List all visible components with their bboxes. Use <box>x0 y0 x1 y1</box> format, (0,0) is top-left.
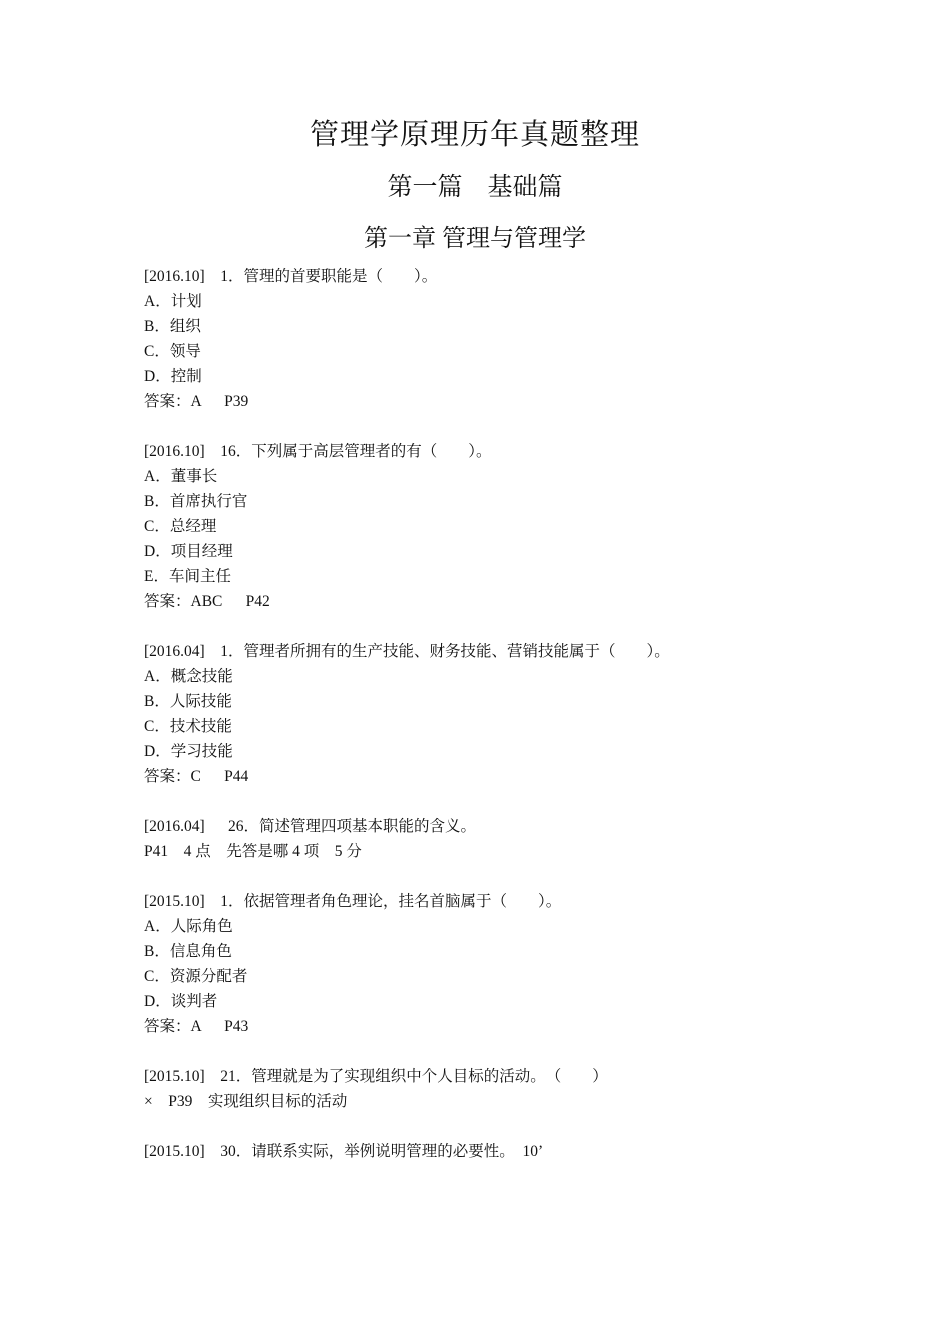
question-list <box>144 264 864 1164</box>
block-spacer <box>144 614 864 639</box>
question-line: B．信息角色 <box>144 943 232 960</box>
question-line: B．首席执行官 <box>144 493 248 510</box>
question-line: D．项目经理 <box>144 543 233 560</box>
question-line: D．学习技能 <box>144 743 233 760</box>
part-heading: 第一篇 基础篇 <box>387 174 563 201</box>
question-line: C．资源分配者 <box>144 968 248 985</box>
question-line: 答案：A P43 <box>144 1018 249 1035</box>
question-line: E．车间主任 <box>144 568 231 585</box>
question-stem: [2016.10] 1．管理的首要职能是（ ）。 <box>144 268 438 285</box>
question-line: A．概念技能 <box>144 668 233 685</box>
question-block <box>144 814 864 864</box>
question-line: 答案：A P39 <box>144 393 249 410</box>
question-stem: [2016.04] 26．简述管理四项基本职能的含义。 <box>144 818 476 835</box>
block-spacer <box>144 864 864 889</box>
block-spacer <box>144 414 864 439</box>
question-block <box>144 439 864 614</box>
question-block <box>144 264 864 414</box>
document-title: 管理学原理历年真题整理 <box>309 119 640 151</box>
question-block <box>144 1139 864 1164</box>
question-stem: [2016.04] 1．管理者所拥有的生产技能、财务技能、营销技能属于（ ）。 <box>144 643 670 660</box>
question-line: A．人际角色 <box>144 918 233 935</box>
question-line: B．人际技能 <box>144 693 232 710</box>
question-block <box>144 1064 864 1114</box>
question-stem: [2015.10] 30．请联系实际，举例说明管理的必要性。 10’ <box>144 1143 544 1160</box>
question-stem: [2015.10] 21．管理就是为了实现组织中个人目标的活动。 （ ） <box>144 1068 608 1085</box>
question-line: 答案：ABC P42 <box>144 593 270 610</box>
question-block <box>144 639 864 789</box>
chapter-heading: 第一章 管理与管理学 <box>364 226 586 252</box>
question-line: C．领导 <box>144 343 201 360</box>
question-line: 答案：C P44 <box>144 768 249 785</box>
question-line: A．董事长 <box>144 468 218 485</box>
question-line: C．技术技能 <box>144 718 232 735</box>
block-spacer <box>144 1039 864 1064</box>
question-line: D．谈判者 <box>144 993 218 1010</box>
question-stem: [2015.10] 1．依据管理者角色理论，挂名首脑属于（ ）。 <box>144 893 562 910</box>
question-line: B．组织 <box>144 318 201 335</box>
question-line: C．总经理 <box>144 518 217 535</box>
question-line: × P39 实现组织目标的活动 <box>144 1093 348 1110</box>
question-line: A．计划 <box>144 293 202 310</box>
question-stem: [2016.10] 16．下列属于高层管理者的有（ ）。 <box>144 443 492 460</box>
question-line: P41 4 点 先答是哪 4 项 5 分 <box>144 843 362 860</box>
block-spacer <box>144 1114 864 1139</box>
block-spacer <box>144 789 864 814</box>
question-block <box>144 889 864 1039</box>
question-line: D．控制 <box>144 368 202 385</box>
